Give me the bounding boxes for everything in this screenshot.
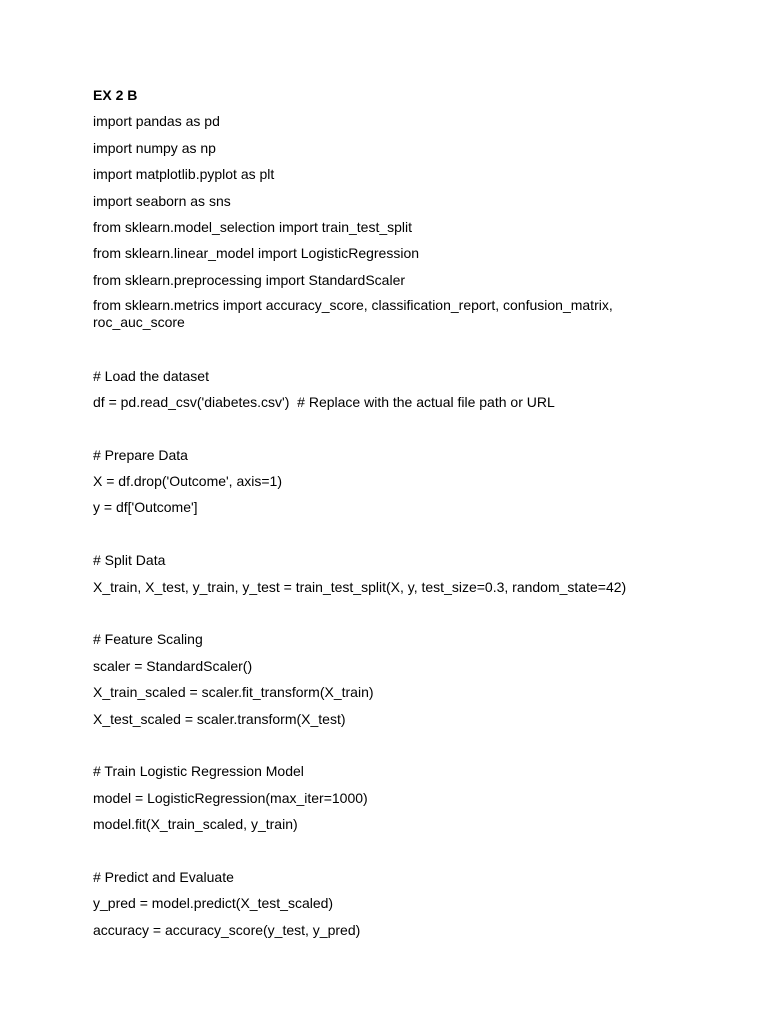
document-body	[93, 86, 693, 947]
document-title: EX 2 B	[93, 87, 138, 103]
code-line: scaler = StandardScaler()	[93, 657, 253, 674]
code-line: from sklearn.model_selection import train_test_split	[93, 218, 413, 235]
blank-line	[93, 525, 693, 551]
code-line: model = LogisticRegression(max_iter=1000)	[93, 789, 368, 806]
blank-line	[93, 419, 693, 445]
code-line: y = df['Outcome']	[93, 499, 198, 516]
code-comment-line: # Train Logistic Regression Model	[93, 763, 304, 780]
code-line: X = df.drop('Outcome', axis=1)	[93, 473, 282, 490]
code-line: import numpy as np	[93, 139, 216, 156]
blank-line	[93, 842, 693, 868]
code-comment-line: # Prepare Data	[93, 446, 188, 463]
code-comment-line: # Split Data	[93, 552, 166, 569]
blank-line	[93, 736, 693, 762]
code-line: y_pred = model.predict(X_test_scaled)	[93, 895, 334, 912]
code-line: from sklearn.metrics import accuracy_score, classification_report, confusion_matrix, roc_auc_score	[93, 297, 613, 331]
code-line: X_train, X_test, y_train, y_test = train_test_split(X, y, test_size=0.3, random_state=42)	[93, 578, 627, 595]
blank-line	[93, 340, 693, 366]
code-line: model.fit(X_train_scaled, y_train)	[93, 816, 298, 833]
blank-line	[93, 604, 693, 630]
code-line: X_test_scaled = scaler.transform(X_test)	[93, 710, 346, 727]
code-line: from sklearn.linear_model import LogisticRegression	[93, 245, 420, 262]
code-comment-line: # Feature Scaling	[93, 631, 203, 648]
code-line: import seaborn as sns	[93, 192, 231, 209]
code-line: import matplotlib.pyplot as plt	[93, 166, 275, 183]
code-comment-line: # Load the dataset	[93, 367, 209, 384]
code-lines	[93, 112, 693, 947]
code-line: accuracy = accuracy_score(y_test, y_pred)	[93, 921, 361, 938]
code-line: df = pd.read_csv('diabetes.csv') # Replace with the actual file path or URL	[93, 393, 555, 410]
code-line: X_train_scaled = scaler.fit_transform(X_train)	[93, 684, 374, 701]
code-comment-line: # Predict and Evaluate	[93, 868, 234, 885]
code-line: from sklearn.preprocessing import StandardScaler	[93, 271, 406, 288]
code-line: import pandas as pd	[93, 113, 220, 130]
